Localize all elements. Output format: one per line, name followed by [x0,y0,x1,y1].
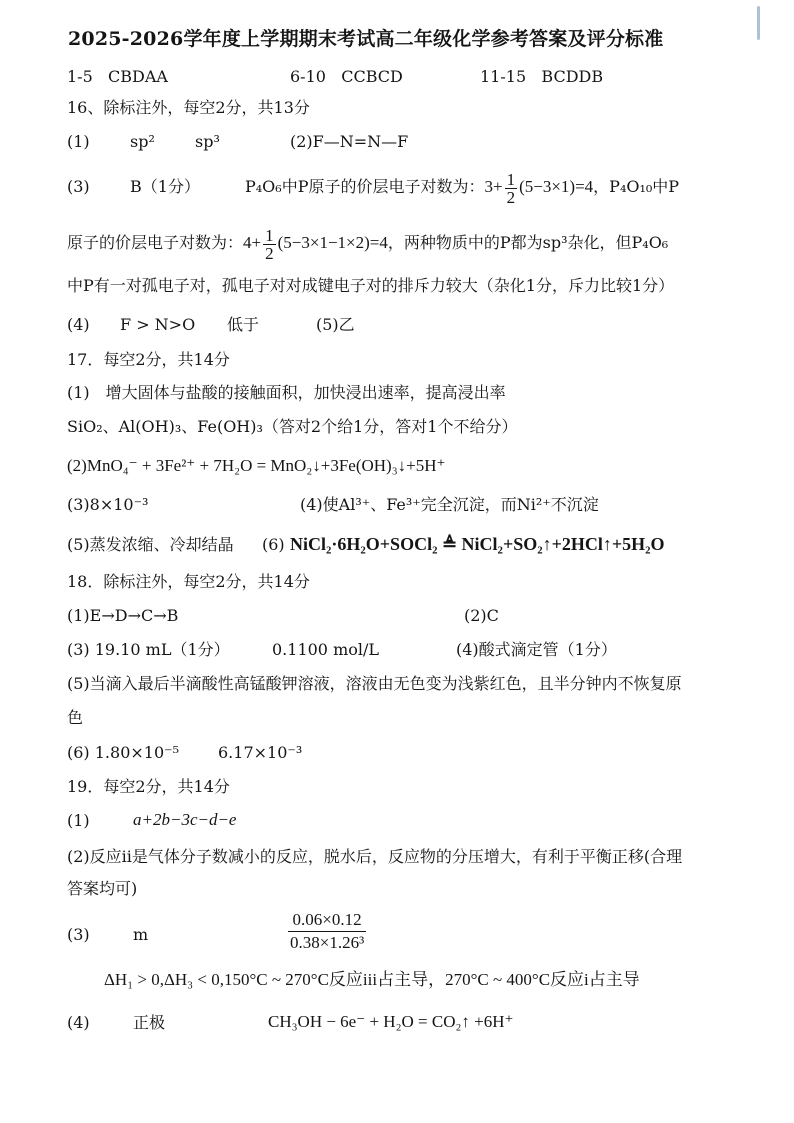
q19-p3-label: (3) [67,925,90,944]
q17-p3: (3)8×10⁻³ [67,495,149,514]
q16-p4-answer-b: 低于 [227,315,260,334]
q18-p6-b: 6.17×10⁻³ [218,743,303,762]
q18-p5-line2: 色 [67,708,84,727]
q16-eq1 [484,169,594,207]
q16-p3-line3: 中P有一对孤电子对，孤电子对对成键电子对的排斥力较大（杂化1分，斥力比较1分） [67,276,675,295]
q19-p3-answer: m [133,925,149,944]
mc-row-6-10 [290,66,403,88]
eq2-pre: 4+ [243,233,262,252]
eq1-denominator: 2 [506,187,516,207]
q16-p3-text1: P₄O₆中P原子的价层电子对数为： [245,177,485,196]
mc-answers: CBDAA [108,67,168,86]
q16-p3-line2-pre: 原子的价层电子对数为： [67,233,244,252]
q19-p1-label: (1) [67,811,90,830]
q16-p1-answer-b: sp³ [195,132,220,151]
q19-p3-denominator: 0.38×1.26³ [290,933,365,952]
mc-row-1-5 [67,66,168,88]
mc-answers: BCDDB [541,67,604,86]
q16-p3-line2-post: ，两种物质中的P都为sp³杂化，但P₄O₆ [387,233,669,252]
q19-p3-line2: ΔH₁ > 0,ΔH₃ < 0,150°C ~ 270°C反应iii占主导，270°C ~ 400°C反应i占主导 [104,970,640,989]
q19-p1-answer: a+2b−3c−d−e [133,810,237,829]
page-title: 2025-2026学年度上学期期末考试高二年级化学参考答案及评分标准 [68,28,664,50]
q19-heading: 19．每空2分，共14分 [67,777,230,796]
eq2-denominator: 2 [265,243,274,263]
q18-p5-line1: (5)当滴入最后半滴酸性高锰酸钾溶液，溶液由无色变为浅紫红色，且半分钟内不恢复原 [67,674,682,693]
eq1-pre: 3+ [484,177,503,196]
q18-p6-a: (6) 1.80×10⁻⁵ [67,743,179,762]
q16-p3-text2: ，P₄O₁₀中P [593,177,680,196]
q17-p6-label: (6) [262,535,285,554]
q17-p4: (4)使Al³⁺、Fe³⁺完全沉淀，而Ni²⁺不沉淀 [300,495,599,514]
q16-eq2 [243,225,388,263]
q19-p2-line1: (2)反应ii是气体分子数减小的反应，脱水后，反应物的分压增大，有利于平衡正移(合理 [67,847,683,866]
q16-p1-answer-a: sp² [130,132,155,151]
q17-p6-equation: NiCl₂·6H₂O+SOCl₂ ≜ NiCl₂+SO₂↑+2HCl↑+5H₂O [290,534,665,554]
q16-p3-line2 [67,224,668,262]
mc-range: 11-15 [480,67,527,86]
q17-p2-equation: (2)MnO₄⁻ + 3Fe²⁺ + 7H₂O = MnO₂↓+3Fe(OH)₃↓+5H⁺ [67,456,446,475]
q18-p1: (1)E→D→C→B [67,606,179,625]
q16-p4-answer-a: F > N>O [120,315,196,334]
q19-p4-answer: 正极 [133,1013,166,1032]
q18-p3-b: 0.1100 mol/L [272,640,380,659]
q19-p4-equation: CH₃OH − 6e⁻ + H₂O = CO₂↑ +6H⁺ [268,1012,514,1031]
q16-p4-label: (4) [67,315,90,334]
q19-p3-fraction [286,909,368,954]
q17-p1-line2: SiO₂、Al(OH)₃、Fe(OH)₃（答对2个给1分，答对1个不给分） [67,417,518,436]
mc-range: 6-10 [290,67,326,86]
eq2-post: (5−3×1−1×2)=4 [277,233,388,252]
q16-p2: (2)F—N=N—F [290,132,409,151]
eq1-post: (5−3×1)=4 [519,177,594,196]
q16-p3-label: (3) [67,177,90,196]
scan-edge-mark [757,6,760,40]
q18-p4: (4)酸式滴定管（1分） [456,640,617,659]
q16-heading: 16、除标注外，每空2分，共13分 [67,98,310,117]
eq2-fraction [263,227,276,262]
eq2-numerator: 1 [265,225,274,245]
mc-range: 1-5 [67,67,93,86]
q17-p1: (1) 增大固体与盐酸的接触面积，加快浸出速率，提高浸出率 [67,383,506,402]
mc-row-11-15 [480,66,603,88]
q19-p3-frac [288,909,366,954]
q19-p2-line2: 答案均可) [67,879,138,898]
mc-answers: CCBCD [341,67,403,86]
q18-heading: 18．除标注外，每空2分，共14分 [67,572,310,591]
q18-p3-a: (3) 19.10 mL（1分） [67,640,230,659]
q19-p3-numerator: 0.06×0.12 [288,909,366,932]
q16-p3-answer: B（1分） [130,177,200,196]
q19-p4-label: (4) [67,1013,90,1032]
eq1-numerator: 1 [506,169,516,189]
q17-heading: 17．每空2分，共14分 [67,350,230,369]
q16-p3-line1 [245,168,679,206]
eq1-fraction [505,171,518,206]
q16-p1-label: (1) [67,132,90,151]
q16-p5: (5)乙 [316,315,355,334]
q18-p2: (2)C [464,606,499,625]
q17-p5: (5)蒸发浓缩、冷却结晶 [67,535,234,554]
